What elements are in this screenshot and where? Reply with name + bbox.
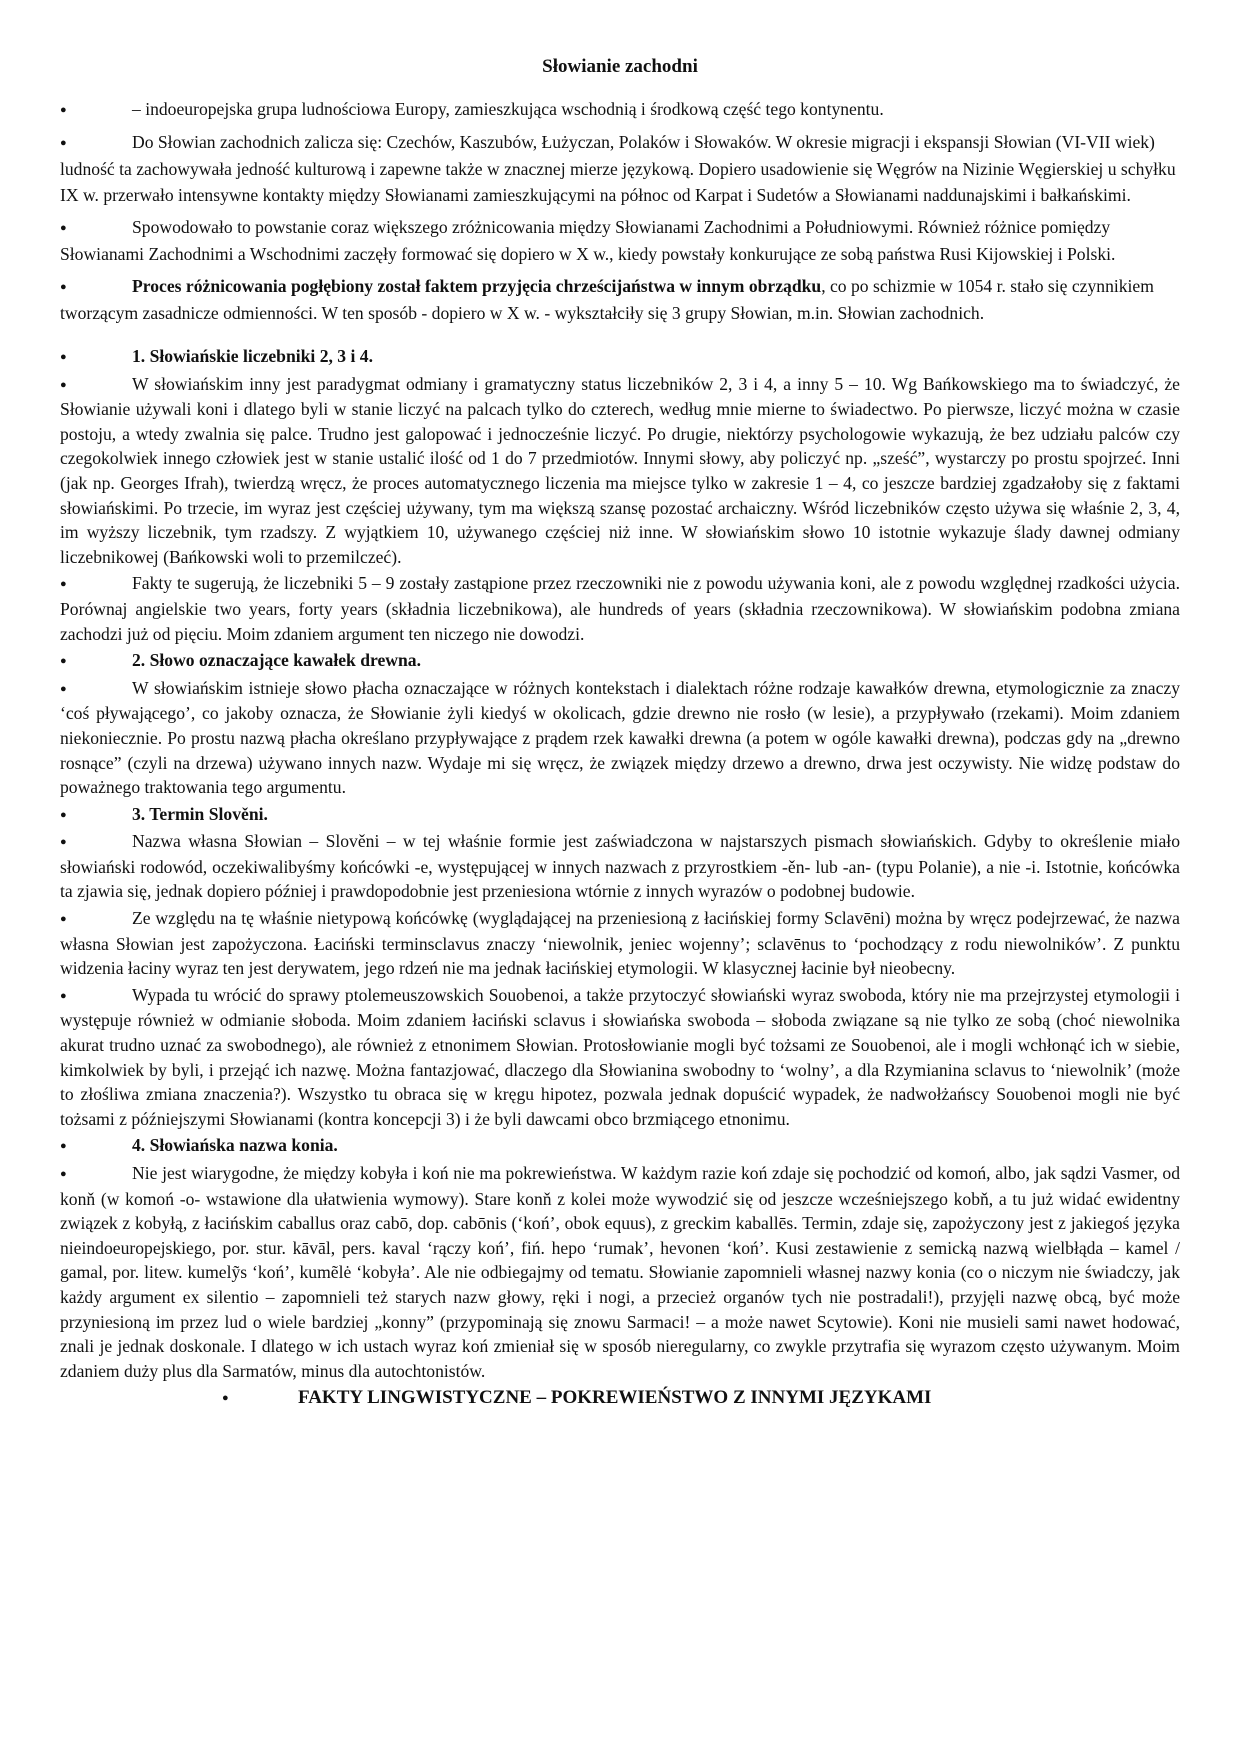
bullet-icon [60,273,132,300]
section-3-paragraph-2: ●Ze względu na tę właśnie nietypową końcówkę (wyglądającej na przeniesioną z łacińskiej formy Sclavēni) można by wręcz podejrzewać, że nazwa własna Słowian jest zapożyczona. Łaciński terminsclavus znaczy ‘niewolnik, jeniec wojenny’; sclavēnus to ‘pochodzący z rodu niewolników’. Z punktu widzenia łaciny wyraz ten jest derywatem, jego rdzeń nie ma jednak łacińskiej etymologii. W klasycznej łacinie był nieobecny. [60,906,1180,981]
proces-paragraph: ●Proces różnicowania pogłębiony został faktem przyjęcia chrześcijaństwa w innym obrządku, co po schizmie w 1054 r. stało się czynnikiem tworzącym zasadnicze odmienności. W ten sposób - dopiero w X w. - wykształciły się 3 grupy Słowian, m.in. Słowian zachodnich. [60,273,1180,326]
bullet-icon [60,983,132,1009]
bullet-icon [60,648,132,674]
section-1-paragraph-1: ●W słowiańskim inny jest paradygmat odmiany i gramatyczny status liczebników 2, 3 i 4, a inny 5 – 10. Wg Bańkowskiego ma to świadczyć, że Słowianie używali koni i dlatego byli w stanie liczyć na palcach tylko do czterech, według mnie mierne to świadectwo. Po pierwsze, liczyć można w czasie postoju, a wtedy zwalnia się palce. Trudno jest galopować i jednocześnie liczyć. Po drugie, niektórzy psychologowie wykazują, że bez udziału palców czy czegokolwiek innego człowiek jest w stanie ustalić ilość od 1 do 7 przedmiotów. Innymi słowy, aby policzyć np. „sześć”, wystarczy po prostu spojrzeć. Inni (jak np. Georges Ifrah), twierdzą wręcz, że proces automatycznego liczenia ma miejsce tylko w zakresie 1 – 4, co jeszcze bardziej zgadzałoby się z faktami słowiańskimi. Po trzecie, im wyraz jest częściej używany, tym ma większą szansę pozostać archaiczny. Wśród liczebników często używa się właśnie 2, 3, 4, im wyższy liczebnik, tym rzadszy. Z wyjątkiem 10, używanego częściej niż inne. W słowiańskim słowo 10 istotnie wykazuje ślady dawnej odmiany liczebnikowej (Bańkowski woli to przemilczeć). [60,372,1180,570]
document-title: Słowianie zachodni [542,56,698,77]
bullet-icon [60,1133,132,1159]
bullet-icon [60,802,132,828]
bullet-icon [60,344,132,370]
intro-paragraph-3: ●Spowodowało to powstanie coraz większego zróżnicowania między Słowianami Zachodnimi a Południowymi. Również różnice pomiędzy Słowianami Zachodnimi a Wschodnimi zaczęły formować się dopiero w X w., kiedy powstały konkurujące ze sobą państwa Rusi Kijowskiej i Polski. [60,214,1180,267]
section-2-paragraph-1: ●W słowiańskim istnieje słowo płacha oznaczające w różnych kontekstach i dialektach różne rodzaje kawałków drewna, etymologicznie za znaczy ‘coś pływającego’, co jakoby oznacza, że Słowianie żyli kiedyś w okolicach, gdzie drewno nie rosło (w lesie), a przypływało (rzekami). Moim zdaniem niekoniecznie. Po prostu nazwą płacha określano przypływające z prądem rzek kawałki drewna (a potem w ogóle kawałki drewna), podczas gdy na „drewno rosnące” (czyli na drzewa) używano innych nazw. Wydaje mi się wręcz, że związek między drzewo a drewno, drwa jest oczywisty. Nie widzę podstaw do poważnego traktowania tego argumentu. [60,676,1180,800]
intro-paragraph-1: ●– indoeuropejska grupa ludnościowa Europy, zamieszkująca wschodnią i środkową część tego kontynentu. [60,96,1180,123]
bullet-icon [60,829,132,855]
intro-paragraph-2: ●Do Słowian zachodnich zalicza się: Czechów, Kaszubów, Łużyczan, Polaków i Słowaków. W okresie migracji i ekspansji Słowian (VI-VII wiek) ludność ta zachowywała jedność kulturową i zapewne także w znacznej mierze językową. Dopiero usadowienie się Węgrów na Nizinie Węgierskiej u schyłku IX w. przerwało intensywne kontakty między Słowianami zamieszkującymi na północ od Karpat i Sudetów a Słowianami naddunajskimi i bałkańskimi. [60,129,1180,208]
bullet-icon [222,1385,298,1411]
section-1-paragraph-2: ●Fakty te sugerują, że liczebniki 5 – 9 zostały zastąpione przez rzeczowniki nie z powodu używania koni, ale z powodu względnej rzadkości użycia. Porównaj angielskie two years, forty years (składnia liczebnikowa), ale hundreds of years (składnia rzeczownikowa). W słowiańskim podobna zmiana zachodzi już od pięciu. Moim zdaniem argument ten niczego nie dowodzi. [60,571,1180,646]
section-3-paragraph-3: ●Wypada tu wrócić do sprawy ptolemeuszowskich Souobenoi, a także przytoczyć słowiański wyraz swoboda, który nie ma przejrzystej etymologii i występuje również w odmianie słoboda. Moim zdaniem łaciński sclavus i słowiańska swoboda – słoboda związane są nie tylko ze sobą (choć niewolnika akurat trudno uznać za swobodnego), ale również z etnonimem Słowian. Protosłowianie mogli być tożsami ze Souobenoi, ale i mogli wchłonąć ich w siebie, kimkolwiek by byli, i przejąć ich nazwę. Można fantazjować, dlaczego dla Słowianina swobodny to ‘wolny’, a dla Rzymianina sclavus to ‘niewolnik’ (może to złośliwa zmiana znaczenia?). Wszystko tu obraca się w kręgu hipotez, pozwala jednak dopuścić wypadek, że nadwołżańscy Souobenoi mogli nie być tożsami z późniejszymi Słowianami (kontra koncepcji 3) i że byli dawcami obco brzmiącego etnonimu. [60,983,1180,1132]
section-1-heading: ●1. Słowiańskie liczebniki 2, 3 i 4. [60,344,1180,370]
section-3-heading: ●3. Termin Slověni. [60,802,1180,828]
bullet-icon [60,129,132,156]
section-3-paragraph-1: ●Nazwa własna Słowian – Slověni – w tej właśnie formie jest zaświadczona w najstarszych pismach słowiańskich. Gdyby to określenie miało słowiański rodowód, oczekiwalibyśmy końcówki -e, występującej w innych nazwach z przyrostkiem -ěn- lub -an- (typu Polanie), a nie -i. Istotnie, końcówka ta zjawia się, jednak dopiero później i prawdopodobnie jest przeniesiona wtórnie z innych wyrazów o podobnej budowie. [60,829,1180,904]
bullet-icon [60,676,132,702]
bullet-icon [60,96,132,123]
section-4-heading: ●4. Słowiańska nazwa konia. [60,1133,1180,1159]
bullet-icon [60,214,132,241]
bullet-icon [60,571,132,597]
bullet-icon [60,1161,132,1187]
section-4-paragraph-1: ●Nie jest wiarygodne, że między kobyła i koń nie ma pokrewieństwa. W każdym razie koń zdaje się pochodzić od komoń, albo, jak sądzi Vasmer, od konň (w komoń -o- wstawione dla ułatwienia wymowy). Stare konň z kolei może wywodzić się od jeszcze wcześniejszego kobň, a tu już widać ewidentny związek z kobyłą, z łacińskim caballus oraz cabō, dop. cabōnis (‘koń’, obok equus), z greckim kaballēs. Termin, zdaje się, zapożyczony jest z jakiegoś języka nieindoeuropejskiego, por. stur. kāvāl, pers. kaval ‘rączy koń’, fiń. hepo ‘rumak’, hevonen ‘koń’. Kusi zestawienie z semicką nazwą wielbłąda – kamel / gamal, por. litew. kumelỹs ‘koń’, kumẽlė ‘kobyła’. Ale nie odbiegajmy od tematu. Słowianie zapomnieli własnej nazwy konia (co o niczym nie świadczy, jak każdy argument ex silentio – zapomnieli też starych nazw głowy, ręki i nogi, a przecież organów tych nie postradali!), przyjęli nazwę obcą, być może przyniesioną im przez lud o wiele bardziej „konny” (przypominają się znowu Sarmaci! – a może nawet Scytowie). Koni nie musieli sami nawet hodować, znali je jednak doskonale. I dlatego w ich ustach wyraz koń zmieniał się w sposób nieregularny, co zwykle przytrafia się wyrazom często używanym. Moim zdaniem duży plus dla Sarmatów, minus dla autochtonistów. [60,1161,1180,1383]
bullet-icon [60,372,132,398]
proces-bold-text: Proces różnicowania pogłębiony został faktem przyjęcia chrześcijaństwa w innym obrządku [132,276,822,296]
bullet-icon [60,906,132,932]
final-heading: ●FAKTY LINGWISTYCZNE – POKREWIEŃSTWO Z INNYMI JĘZYKAMI [60,1385,1180,1411]
section-2-heading: ●2. Słowo oznaczające kawałek drewna. [60,648,1180,674]
